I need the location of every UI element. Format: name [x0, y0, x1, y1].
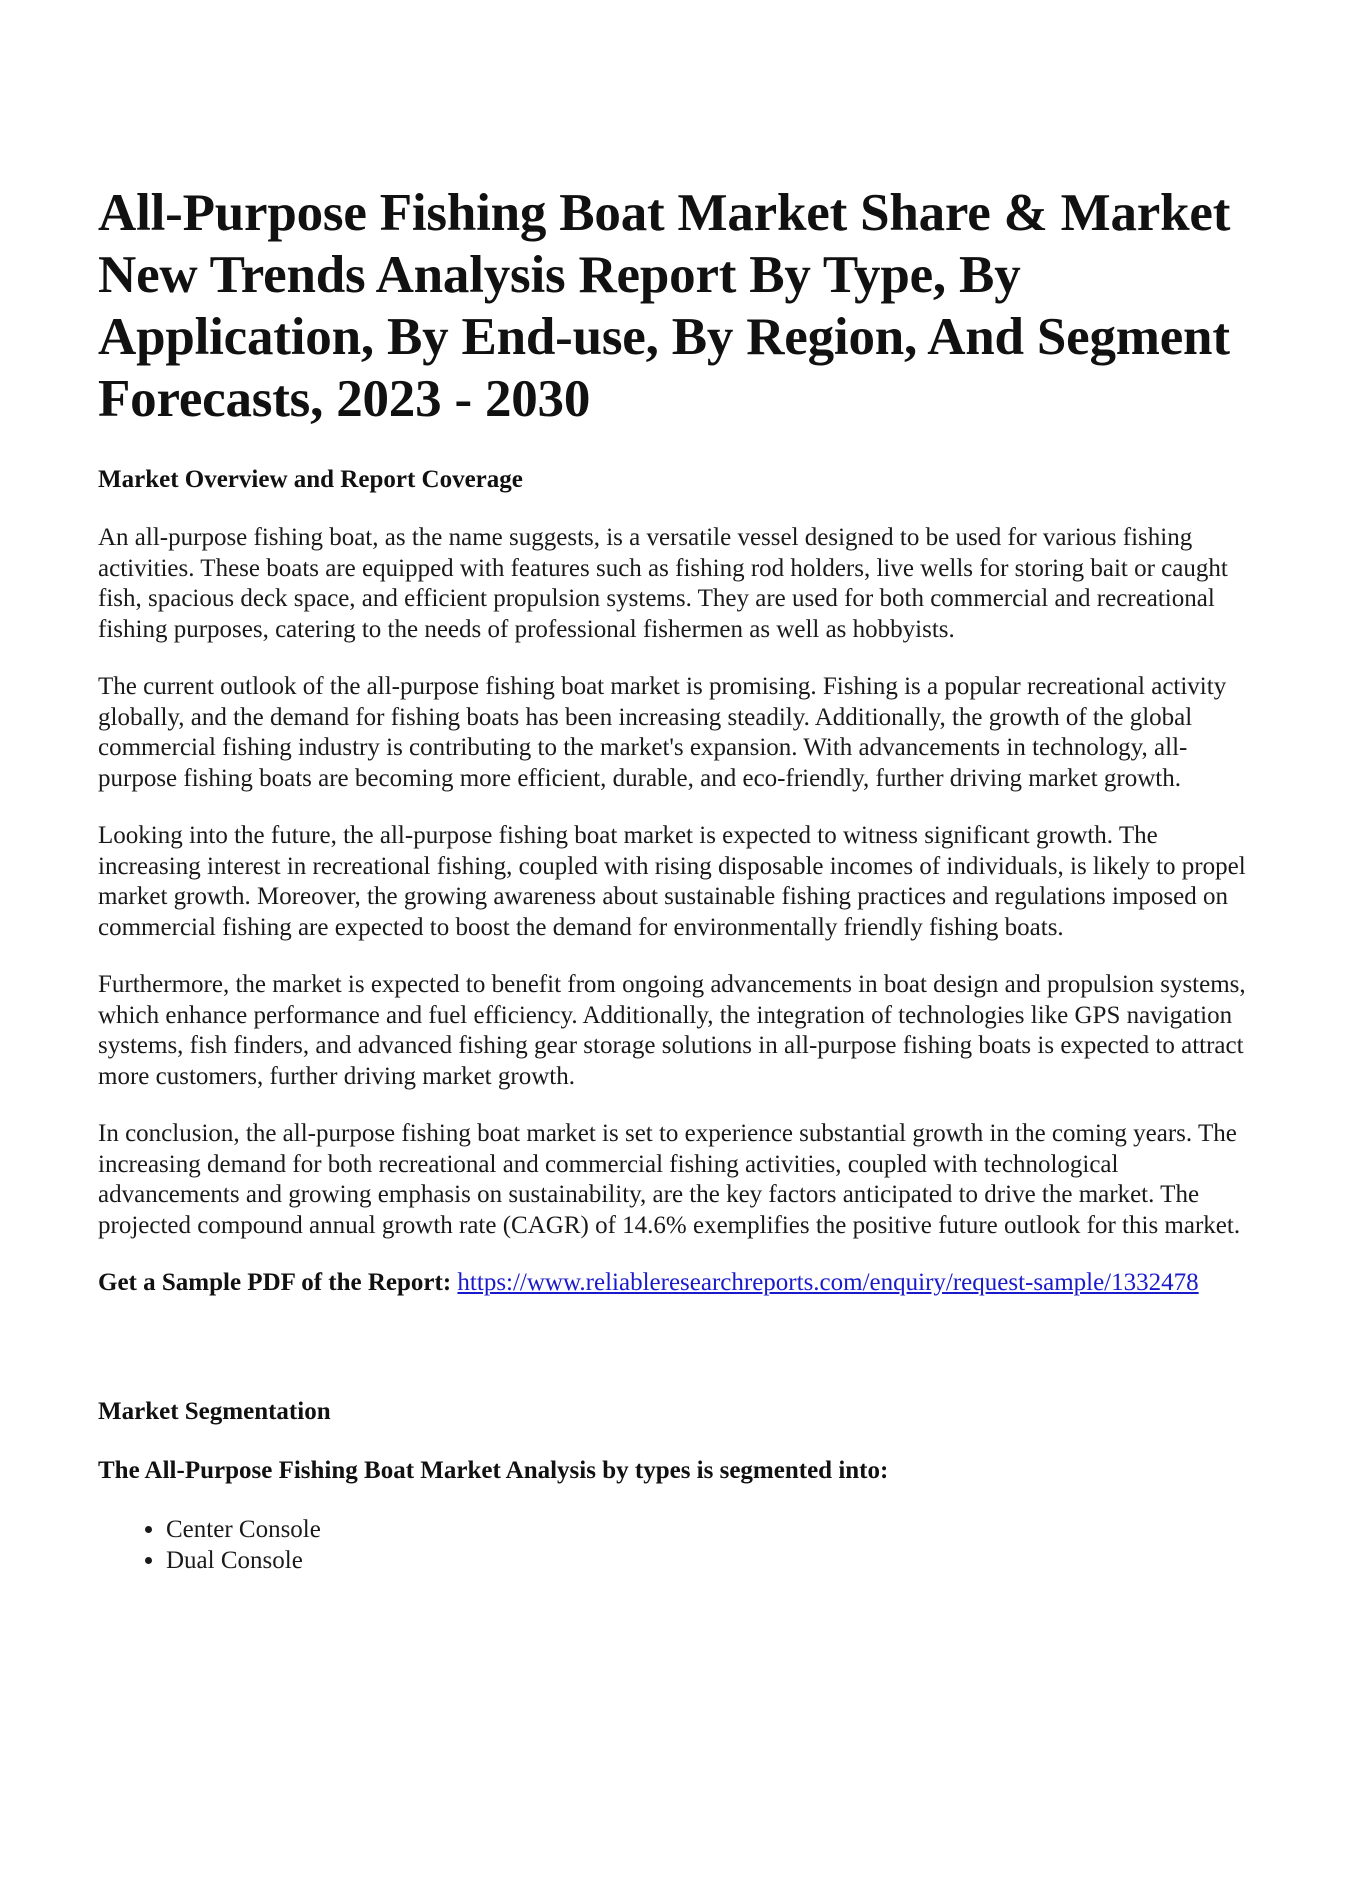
sample-pdf-link[interactable]: https://www.reliableresearchreports.com/enquiry/request-sample/1332478: [457, 1269, 1199, 1296]
sample-pdf-callout: [98, 1268, 1263, 1299]
overview-paragraph-4: Furthermore, the market is expected to benefit from ongoing advancements in boat design and propulsion systems, which enhance performance and fuel efficiency. Additionally, the integration of technologies like GPS navigation systems, fish finders, and advanced fishing gear storage solutions in all-purpose fishing boats is expected to attract more customers, further driving market growth.: [98, 971, 1246, 1090]
page-title: All-Purpose Fishing Boat Market Share & Market New Trends Analysis Report By Type, By Application, By End-use, By Region, And Segment Forecasts, 2023 - 2030: [98, 184, 1231, 428]
list-item: • Center Console: [166, 1514, 1263, 1545]
sample-pdf-label: Get a Sample PDF of the Report:: [98, 1269, 452, 1296]
types-list: [98, 1514, 1263, 1576]
document-page: [98, 182, 1263, 1576]
overview-paragraph-1: An all-purpose fishing boat, as the name suggests, is a versatile vessel designed to be used for various fishing activities. These boats are equipped with features such as fishing rod holders, live wells for storing bait or caught fish, spacious deck space, and efficient propulsion systems. They are used for both commercial and recreational fishing purposes, catering to the needs of professional fishermen as well as hobbyists.: [98, 524, 1228, 643]
types-heading: The All-Purpose Fishing Boat Market Analysis by types is segmented into:: [98, 1456, 889, 1484]
overview-paragraph-5: In conclusion, the all-purpose fishing boat market is set to experience substantial growth in the coming years. The increasing demand for both recreational and commercial fishing activities, coupled with technological advancements and growing emphasis on sustainability, are the key factors anticipated to drive the market. The projected compound annual growth rate (CAGR) of 14.6% exemplifies the positive future outlook for this market.: [98, 1120, 1241, 1239]
segmentation-heading: Market Segmentation: [98, 1397, 331, 1425]
overview-paragraph-3: Looking into the future, the all-purpose fishing boat market is expected to witness significant growth. The increasing interest in recreational fishing, coupled with rising disposable incomes of individuals, is likely to propel market growth. Moreover, the growing awareness about sustainable fishing practices and regulations imposed on commercial fishing are expected to boost the demand for environmentally friendly fishing boats.: [98, 822, 1246, 941]
overview-paragraph-2: The current outlook of the all-purpose fishing boat market is promising. Fishing is a popular recreational activity globally, and the demand for fishing boats has been increasing steadily. Additionally, the growth of the global commercial fishing industry is contributing to the market's expansion. With advancements in technology, all-purpose fishing boats are becoming more efficient, durable, and eco-friendly, further driving market growth.: [98, 673, 1227, 792]
list-item: • Dual Console: [166, 1545, 1263, 1576]
overview-heading: Market Overview and Report Coverage: [98, 466, 523, 493]
